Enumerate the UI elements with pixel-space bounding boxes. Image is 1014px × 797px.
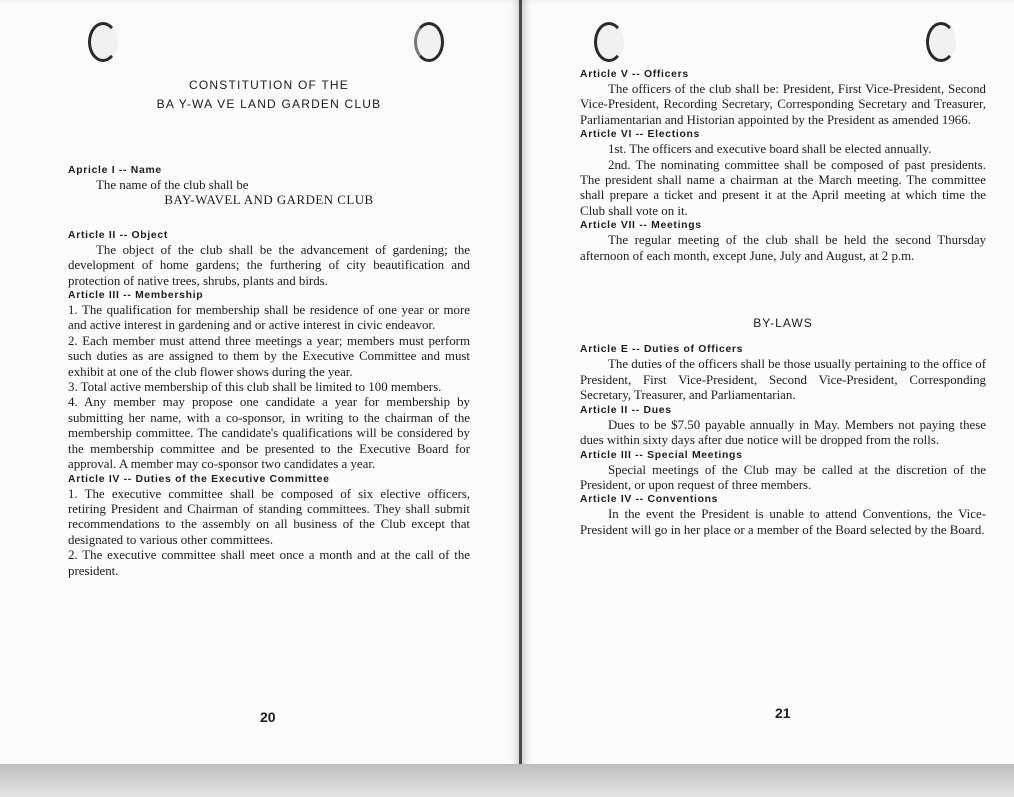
bylaw-3-text: Special meetings of the Club may be called at the discretion of the President, or upon request of three members. <box>580 462 986 492</box>
page-number-right: 21 <box>775 705 791 721</box>
article-6-paragraph-1: 1st. The officers and executive board shall be elected annually. <box>608 142 932 157</box>
article-7-text: The regular meeting of the club shall be held the second Thursday afternoon of each month, except June, July and August, at 2 p.m. <box>580 233 986 263</box>
article-1-text: The name of the club shall be <box>96 178 249 192</box>
article-3-paragraph-3: 3. Total active membership of this club shall be limited to 100 members. <box>68 380 442 395</box>
constitution-title-line2: BA Y-WA VE LAND GARDEN CLUB <box>156 97 382 111</box>
left-page <box>0 0 520 768</box>
punch-hole-left-2 <box>414 22 444 62</box>
article-2-text: The object of the club shall be the advancement of gardening; the development of home gardens; the furthering of city beautification and protection of native trees, shrubs, plants and birds. <box>68 242 470 288</box>
article-7-heading: Article VII -- Meetings <box>580 220 702 232</box>
bylaw-4-heading: Article IV -- Conventions <box>580 494 719 506</box>
bylaw-e-heading: Article E -- Duties of Officers <box>580 344 744 356</box>
article-3-paragraph-2: 2. Each member must attend three meetings a year; members must perform such duties as are assigned to them by the Executive Committee and must exhibit at one of the club flower shows during the year. <box>68 333 470 379</box>
article-3-paragraph-1: 1. The qualification for membership shall be residence of one year or more and active interest in gardening and or active interest in civic endeavor. <box>68 303 470 333</box>
punch-hole-right-2 <box>926 22 956 62</box>
bylaw-2-text: Dues to be $7.50 payable annually in May. Members not paying these dues within sixty days after due notice will be dropped from the rolls. <box>580 417 986 448</box>
bylaw-3-heading: Article III -- Special Meetings <box>580 449 743 461</box>
article-3-heading: Article III -- Membership <box>68 290 204 302</box>
punch-hole-left-1 <box>88 22 118 62</box>
bylaws-title: BY-LAWS <box>753 316 813 331</box>
article-5-heading: Article V -- Officers <box>580 69 689 80</box>
article-2-heading: Article II -- Object <box>68 229 169 241</box>
article-3-paragraph-4: 4. Any member may propose one candidate a year for membership by submitting her name, with a co-sponsor, in writing to the chairman of the membership committee. The candidate's qualifications will be considered by the membership committee and be presented to the Executive Board for approval. A member may co-sponsor two candidates a year. <box>68 395 470 472</box>
article-1-club-name: BAY-WAVEL AND GARDEN CLUB <box>164 193 374 208</box>
article-4-paragraph-2: 2. The executive committee shall meet once a month and at the call of the president. <box>68 548 470 578</box>
article-6-heading: Article VI -- Elections <box>580 129 701 141</box>
constitution-title-line1: CONSTITUTION OF THE <box>189 78 349 92</box>
bylaw-4-text: In the event the President is unable to attend Conventions, the Vice-President will go in her place or a member of the Board selected by the Board. <box>580 507 986 537</box>
left-page-content <box>68 76 470 579</box>
right-page-content <box>580 68 986 538</box>
article-4-paragraph-1: 1. The executive committee shall be composed of six elective officers, retiring President and Chairman of standing committees. They shall submit recommendations to the assembly on all business of the Club except that designated to various other committees. <box>68 486 470 547</box>
article-6-paragraph-2: 2nd. The nominating committee shall be composed of past presidents. The president shall name a chairman at the March meeting. The committee shall prepare a ticket and present it at the April meeting at which time the Club shall vote on it. <box>580 157 986 218</box>
article-1-heading: Apricle I -- Name <box>68 165 162 176</box>
right-page <box>522 0 1014 768</box>
page-number-left: 20 <box>260 709 276 725</box>
bylaw-2-heading: Article II -- Dues <box>580 404 672 416</box>
bylaw-e-text: The duties of the officers shall be those usually pertaining to the office of President, First Vice-President, Second Vice-President, Corresponding Secretary, Treasurer, and Parliamentarian. <box>580 357 986 403</box>
article-4-heading: Article IV -- Duties of the Executive Committee <box>68 473 330 485</box>
article-5-text: The officers of the club shall be: President, First Vice-President, Second Vice-President, Recording Secretary, Corresponding Secretary and Treasurer, Parliamentarian and Historian appointed by the President as amended 1966. <box>580 82 986 127</box>
punch-hole-right-1 <box>594 22 624 62</box>
page-bottom-shadow <box>0 764 1014 797</box>
